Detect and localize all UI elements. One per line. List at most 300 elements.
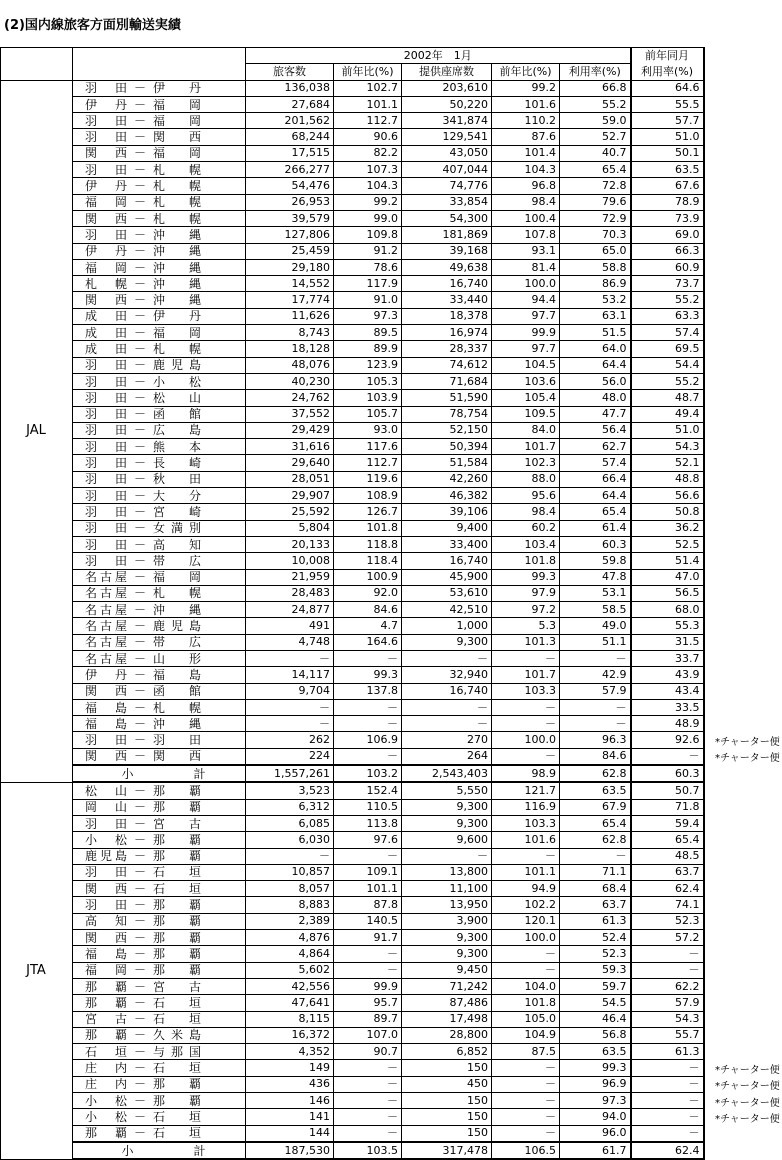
pax-cell: 48,076 xyxy=(246,357,334,373)
pax-yoy-cell: 89.7 xyxy=(334,1011,402,1027)
route-dash: － xyxy=(133,553,146,568)
table-row xyxy=(1,946,704,962)
route-dash: － xyxy=(133,602,146,617)
load-factor-cell: 65.4 xyxy=(560,162,631,178)
header-seats-yoy: 前年比(%) xyxy=(492,64,560,80)
pax-cell: 141 xyxy=(246,1109,334,1125)
load-factor-cell: 64.0 xyxy=(560,341,631,357)
table-row xyxy=(1,308,704,324)
route-cell xyxy=(73,357,246,373)
prev-load-factor-cell: 59.4 xyxy=(631,815,704,831)
route-cell xyxy=(73,373,246,389)
prev-load-factor-cell: 48.9 xyxy=(631,716,704,732)
route-dash: － xyxy=(133,1061,146,1076)
route-dash: － xyxy=(133,374,146,389)
page-title: (2)国内線旅客方面別輸送実績 xyxy=(4,18,181,33)
prev-load-factor-cell: 73.7 xyxy=(631,276,704,292)
seats-cell: 16,974 xyxy=(402,325,492,341)
table-row xyxy=(1,815,704,831)
seats-yoy-cell: － xyxy=(492,848,560,864)
load-factor-cell: 65.4 xyxy=(560,815,631,831)
route-dash: － xyxy=(133,832,146,847)
seats-cell: 270 xyxy=(402,732,492,748)
seats-yoy-cell: 94.4 xyxy=(492,292,560,308)
pax-yoy-cell: 89.5 xyxy=(334,325,402,341)
airline-label: JTA xyxy=(1,782,73,1159)
seats-yoy-cell: 101.7 xyxy=(492,439,560,455)
subtotal-pax-yoy: 103.5 xyxy=(334,1142,402,1159)
route-cell xyxy=(73,504,246,520)
pax-yoy-cell: 117.9 xyxy=(334,276,402,292)
route-from: 羽田 xyxy=(85,553,127,568)
pax-yoy-cell: 92.0 xyxy=(334,585,402,601)
seats-cell: 18,378 xyxy=(402,308,492,324)
pax-yoy-cell: 110.5 xyxy=(334,799,402,815)
pax-yoy-cell: － xyxy=(334,1093,402,1109)
route-dash: － xyxy=(133,651,146,666)
header-pax: 旅客数 xyxy=(246,64,334,80)
load-factor-cell: 56.8 xyxy=(560,1027,631,1043)
pax-cell: 25,592 xyxy=(246,504,334,520)
table-row xyxy=(1,930,704,946)
route-dash: － xyxy=(133,179,146,194)
pax-yoy-cell: 101.8 xyxy=(334,520,402,536)
pax-yoy-cell: 137.8 xyxy=(334,683,402,699)
table-row xyxy=(1,1011,704,1027)
load-factor-cell: 53.1 xyxy=(560,585,631,601)
load-factor-cell: 96.9 xyxy=(560,1076,631,1092)
seats-cell: 13,950 xyxy=(402,897,492,913)
seats-yoy-cell: 101.4 xyxy=(492,145,560,161)
seats-cell: 39,168 xyxy=(402,243,492,259)
route-from: 石垣 xyxy=(85,1044,127,1059)
table-row xyxy=(1,602,704,618)
seats-cell: 33,854 xyxy=(402,194,492,210)
prev-load-factor-cell: 54.4 xyxy=(631,357,704,373)
route-from: 福岡 xyxy=(85,260,127,275)
airline-label: JAL xyxy=(1,80,73,782)
table-row xyxy=(1,80,704,96)
seats-cell: 54,300 xyxy=(402,210,492,226)
pax-yoy-cell: 91.7 xyxy=(334,930,402,946)
prev-load-factor-cell: 55.5 xyxy=(631,96,704,112)
pax-cell: 11,626 xyxy=(246,308,334,324)
pax-cell: － xyxy=(246,716,334,732)
route-from: 関西 xyxy=(85,881,127,896)
route-cell xyxy=(73,650,246,666)
pax-yoy-cell: 97.6 xyxy=(334,832,402,848)
route-cell xyxy=(73,897,246,913)
subtotal-row xyxy=(1,1142,704,1159)
load-factor-cell: 66.8 xyxy=(560,80,631,96)
prev-load-factor-cell: － xyxy=(631,1093,704,1109)
route-from: 関西 xyxy=(85,211,127,226)
route-dash: － xyxy=(133,97,146,112)
route-dash: － xyxy=(133,700,146,715)
route-from: 松山 xyxy=(85,784,127,798)
prev-load-factor-cell: － xyxy=(631,946,704,962)
pax-yoy-cell: 93.0 xyxy=(334,422,402,438)
seats-cell: 78,754 xyxy=(402,406,492,422)
pax-cell: 6,085 xyxy=(246,815,334,831)
route-cell xyxy=(73,634,246,650)
table-row xyxy=(1,832,704,848)
route-dash: － xyxy=(133,995,146,1010)
route-cell xyxy=(73,113,246,129)
table-row xyxy=(1,1060,704,1076)
pax-cell: 6,030 xyxy=(246,832,334,848)
seats-cell: 53,610 xyxy=(402,585,492,601)
table-row xyxy=(1,145,704,161)
route-from: 羽田 xyxy=(85,537,127,552)
subtotal-seats: 317,478 xyxy=(402,1142,492,1159)
pax-yoy-cell: 95.7 xyxy=(334,995,402,1011)
seats-yoy-cell: 104.5 xyxy=(492,357,560,373)
route-cell xyxy=(73,455,246,471)
load-factor-cell: 66.4 xyxy=(560,471,631,487)
load-factor-cell: 57.4 xyxy=(560,455,631,471)
table-row xyxy=(1,439,704,455)
subtotal-pax-yoy: 103.2 xyxy=(334,765,402,782)
pax-cell: 144 xyxy=(246,1125,334,1142)
seats-cell: 9,450 xyxy=(402,962,492,978)
route-from: 羽田 xyxy=(85,439,127,454)
table-row xyxy=(1,748,704,765)
route-to: 那覇 xyxy=(153,784,201,798)
seats-cell: 32,940 xyxy=(402,667,492,683)
seats-yoy-cell: 88.0 xyxy=(492,471,560,487)
load-factor-cell: 68.4 xyxy=(560,881,631,897)
seats-cell: 1,000 xyxy=(402,618,492,634)
charter-note: *チャーター便 xyxy=(715,753,780,765)
prev-load-factor-cell: － xyxy=(631,1060,704,1076)
seats-yoy-cell: 81.4 xyxy=(492,259,560,275)
route-from: 庄内 xyxy=(85,1061,127,1076)
seats-yoy-cell: 97.7 xyxy=(492,308,560,324)
pax-yoy-cell: － xyxy=(334,650,402,666)
seats-cell: 46,382 xyxy=(402,488,492,504)
pax-cell: 127,806 xyxy=(246,227,334,243)
prev-load-factor-cell: 69.5 xyxy=(631,341,704,357)
table-row xyxy=(1,1093,704,1109)
pax-yoy-cell: 119.6 xyxy=(334,471,402,487)
load-factor-cell: 40.7 xyxy=(560,145,631,161)
prev-load-factor-cell: 66.3 xyxy=(631,243,704,259)
seats-cell: － xyxy=(402,848,492,864)
route-dash: － xyxy=(133,162,146,177)
route-cell xyxy=(73,667,246,683)
seats-yoy-cell: 5.3 xyxy=(492,618,560,634)
prev-load-factor-cell: 33.7 xyxy=(631,650,704,666)
route-from: 関西 xyxy=(85,749,127,764)
seats-yoy-cell: 107.8 xyxy=(492,227,560,243)
seats-yoy-cell: 103.3 xyxy=(492,683,560,699)
table-row xyxy=(1,699,704,715)
seats-cell: 264 xyxy=(402,748,492,765)
pax-cell: 16,372 xyxy=(246,1027,334,1043)
table-row xyxy=(1,325,704,341)
prev-load-factor-cell: 55.2 xyxy=(631,292,704,308)
route-cell xyxy=(73,227,246,243)
route-cell xyxy=(73,145,246,161)
seats-yoy-cell: 97.7 xyxy=(492,341,560,357)
pax-cell: 42,556 xyxy=(246,978,334,994)
load-factor-cell: 99.3 xyxy=(560,1060,631,1076)
route-cell xyxy=(73,162,246,178)
pax-cell: 28,483 xyxy=(246,585,334,601)
pax-cell: 5,602 xyxy=(246,962,334,978)
table-row xyxy=(1,357,704,373)
route-from: 福島 xyxy=(85,700,127,715)
subtotal-pax: 187,530 xyxy=(246,1142,334,1159)
table-row xyxy=(1,1044,704,1060)
table-row xyxy=(1,504,704,520)
route-dash: － xyxy=(133,260,146,275)
load-factor-cell: 63.5 xyxy=(560,782,631,799)
table-row xyxy=(1,129,704,145)
seats-cell: 5,550 xyxy=(402,782,492,799)
seats-yoy-cell: 101.8 xyxy=(492,995,560,1011)
load-factor-cell: 47.7 xyxy=(560,406,631,422)
route-to: 羽田 xyxy=(153,733,201,748)
seats-cell: 39,106 xyxy=(402,504,492,520)
route-to: 那覇 xyxy=(153,946,201,961)
route-dash: － xyxy=(133,1028,146,1043)
route-cell xyxy=(73,962,246,978)
table-row xyxy=(1,848,704,864)
seats-yoy-cell: 99.2 xyxy=(492,80,560,96)
route-to: 石垣 xyxy=(153,995,201,1010)
route-to: 沖縄 xyxy=(153,244,201,259)
route-dash: － xyxy=(133,146,146,161)
seats-cell: 450 xyxy=(402,1076,492,1092)
pax-cell: 40,230 xyxy=(246,373,334,389)
charter-note: *チャーター便 xyxy=(715,1081,780,1093)
pax-cell: － xyxy=(246,650,334,666)
table-row xyxy=(1,585,704,601)
route-from: 羽田 xyxy=(85,456,127,471)
seats-cell: 42,510 xyxy=(402,602,492,618)
route-to: 沖縄 xyxy=(153,602,201,617)
route-cell xyxy=(73,815,246,831)
route-dash: － xyxy=(133,800,146,815)
pax-cell: 24,877 xyxy=(246,602,334,618)
seats-yoy-cell: 103.3 xyxy=(492,815,560,831)
route-to: 長崎 xyxy=(153,456,201,471)
load-factor-cell: 56.4 xyxy=(560,422,631,438)
route-cell xyxy=(73,799,246,815)
pax-yoy-cell: － xyxy=(334,946,402,962)
pax-cell: 3,523 xyxy=(246,782,334,799)
pax-cell: 8,743 xyxy=(246,325,334,341)
pax-yoy-cell: 117.6 xyxy=(334,439,402,455)
seats-cell: 74,776 xyxy=(402,178,492,194)
pax-cell: 31,616 xyxy=(246,439,334,455)
pax-cell: 4,864 xyxy=(246,946,334,962)
route-dash: － xyxy=(133,1126,146,1141)
route-cell xyxy=(73,699,246,715)
seats-cell: 13,800 xyxy=(402,864,492,880)
header-blank xyxy=(1,64,73,80)
seats-yoy-cell: － xyxy=(492,1060,560,1076)
route-cell xyxy=(73,1109,246,1125)
load-factor-cell: 65.4 xyxy=(560,504,631,520)
load-factor-cell: － xyxy=(560,848,631,864)
table-row xyxy=(1,194,704,210)
pax-yoy-cell: 101.1 xyxy=(334,96,402,112)
route-cell xyxy=(73,716,246,732)
pax-cell: 9,704 xyxy=(246,683,334,699)
route-to: 沖縄 xyxy=(153,293,201,308)
prev-load-factor-cell: 49.4 xyxy=(631,406,704,422)
seats-cell: 3,900 xyxy=(402,913,492,929)
prev-load-factor-cell: 33.5 xyxy=(631,699,704,715)
route-to: 石垣 xyxy=(153,1012,201,1027)
seats-yoy-cell: － xyxy=(492,748,560,765)
route-cell xyxy=(73,80,246,96)
pax-cell: 14,117 xyxy=(246,667,334,683)
table-row xyxy=(1,913,704,929)
seats-cell: 50,394 xyxy=(402,439,492,455)
seats-cell: 51,584 xyxy=(402,455,492,471)
pax-cell: 24,762 xyxy=(246,390,334,406)
seats-cell: 9,300 xyxy=(402,946,492,962)
load-factor-cell: 61.3 xyxy=(560,913,631,929)
load-factor-cell: 59.0 xyxy=(560,113,631,129)
route-from: 羽田 xyxy=(85,898,127,913)
prev-load-factor-cell: 50.8 xyxy=(631,504,704,520)
route-from: 鹿児島 xyxy=(85,849,127,864)
route-dash: － xyxy=(133,456,146,471)
load-factor-cell: 58.8 xyxy=(560,259,631,275)
pax-cell: 29,640 xyxy=(246,455,334,471)
seats-yoy-cell: － xyxy=(492,946,560,962)
route-dash: － xyxy=(133,619,146,634)
route-from: 羽田 xyxy=(85,227,127,242)
load-factor-cell: － xyxy=(560,716,631,732)
load-factor-cell: 52.7 xyxy=(560,129,631,145)
route-dash: － xyxy=(133,1044,146,1059)
pax-cell: 37,552 xyxy=(246,406,334,422)
pax-cell: 54,476 xyxy=(246,178,334,194)
pax-cell: 2,389 xyxy=(246,913,334,929)
table-row xyxy=(1,897,704,913)
load-factor-cell: 55.2 xyxy=(560,96,631,112)
seats-cell: 129,541 xyxy=(402,129,492,145)
pax-cell: － xyxy=(246,699,334,715)
header-load-factor: 利用率(%) xyxy=(560,64,631,80)
table-row xyxy=(1,683,704,699)
route-dash: － xyxy=(133,865,146,880)
route-dash: － xyxy=(133,81,146,96)
table-row xyxy=(1,1076,704,1092)
charter-note: *チャーター便 xyxy=(715,1097,780,1109)
table-row xyxy=(1,210,704,226)
pax-cell: 68,244 xyxy=(246,129,334,145)
route-from: 羽田 xyxy=(85,162,127,177)
pax-yoy-cell: － xyxy=(334,748,402,765)
route-dash: － xyxy=(133,816,146,831)
load-factor-cell: 65.0 xyxy=(560,243,631,259)
prev-load-factor-cell: 61.3 xyxy=(631,1044,704,1060)
route-dash: － xyxy=(133,849,146,864)
seats-cell: 16,740 xyxy=(402,553,492,569)
pax-yoy-cell: 105.3 xyxy=(334,373,402,389)
route-to: 那覇 xyxy=(153,914,201,929)
load-factor-cell: 84.6 xyxy=(560,748,631,765)
prev-load-factor-cell: 57.4 xyxy=(631,325,704,341)
seats-yoy-cell: 102.3 xyxy=(492,455,560,471)
seats-yoy-cell: 93.1 xyxy=(492,243,560,259)
route-dash: － xyxy=(133,684,146,699)
route-from: 岡山 xyxy=(85,800,127,815)
route-cell xyxy=(73,390,246,406)
table-row xyxy=(1,732,704,748)
route-dash: － xyxy=(133,1093,146,1108)
route-dash: － xyxy=(133,979,146,994)
pax-yoy-cell: － xyxy=(334,716,402,732)
route-to: 札幌 xyxy=(153,341,201,356)
seats-yoy-cell: 104.9 xyxy=(492,1027,560,1043)
route-from: 羽田 xyxy=(85,488,127,503)
table-row xyxy=(1,995,704,1011)
pax-yoy-cell: 107.0 xyxy=(334,1027,402,1043)
pax-cell: 149 xyxy=(246,1060,334,1076)
route-dash: － xyxy=(133,586,146,601)
subtotal-row xyxy=(1,765,704,782)
route-to: 札幌 xyxy=(153,179,201,194)
load-factor-cell: 54.5 xyxy=(560,995,631,1011)
pax-cell: 29,429 xyxy=(246,422,334,438)
route-dash: － xyxy=(133,439,146,454)
pax-cell: 262 xyxy=(246,732,334,748)
route-dash: － xyxy=(133,635,146,650)
load-factor-cell: 63.1 xyxy=(560,308,631,324)
seats-cell: 71,684 xyxy=(402,373,492,389)
seats-yoy-cell: 101.3 xyxy=(492,634,560,650)
load-factor-cell: 52.4 xyxy=(560,930,631,946)
prev-load-factor-cell: 54.3 xyxy=(631,439,704,455)
prev-load-factor-cell: 56.5 xyxy=(631,585,704,601)
prev-load-factor-cell: 69.0 xyxy=(631,227,704,243)
route-cell xyxy=(73,848,246,864)
prev-load-factor-cell: 52.3 xyxy=(631,913,704,929)
table-row xyxy=(1,978,704,994)
route-from: 伊丹 xyxy=(85,667,127,682)
route-cell xyxy=(73,471,246,487)
prev-load-factor-cell: 52.1 xyxy=(631,455,704,471)
route-to: 沖縄 xyxy=(153,260,201,275)
pax-yoy-cell: － xyxy=(334,699,402,715)
route-dash: － xyxy=(133,784,146,798)
route-to: 大分 xyxy=(153,488,201,503)
table-row xyxy=(1,536,704,552)
pax-yoy-cell: 101.1 xyxy=(334,881,402,897)
route-cell xyxy=(73,129,246,145)
prev-load-factor-cell: － xyxy=(631,962,704,978)
route-to: 沖縄 xyxy=(153,227,201,242)
route-cell xyxy=(73,946,246,962)
route-to: 石垣 xyxy=(153,865,201,880)
pax-yoy-cell: 90.6 xyxy=(334,129,402,145)
table-row xyxy=(1,373,704,389)
load-factor-cell: 51.5 xyxy=(560,325,631,341)
route-from: 那覇 xyxy=(85,1028,127,1043)
route-to: 伊丹 xyxy=(153,309,201,324)
route-cell xyxy=(73,422,246,438)
seats-yoy-cell: 84.0 xyxy=(492,422,560,438)
subtotal-seats: 2,543,403 xyxy=(402,765,492,782)
